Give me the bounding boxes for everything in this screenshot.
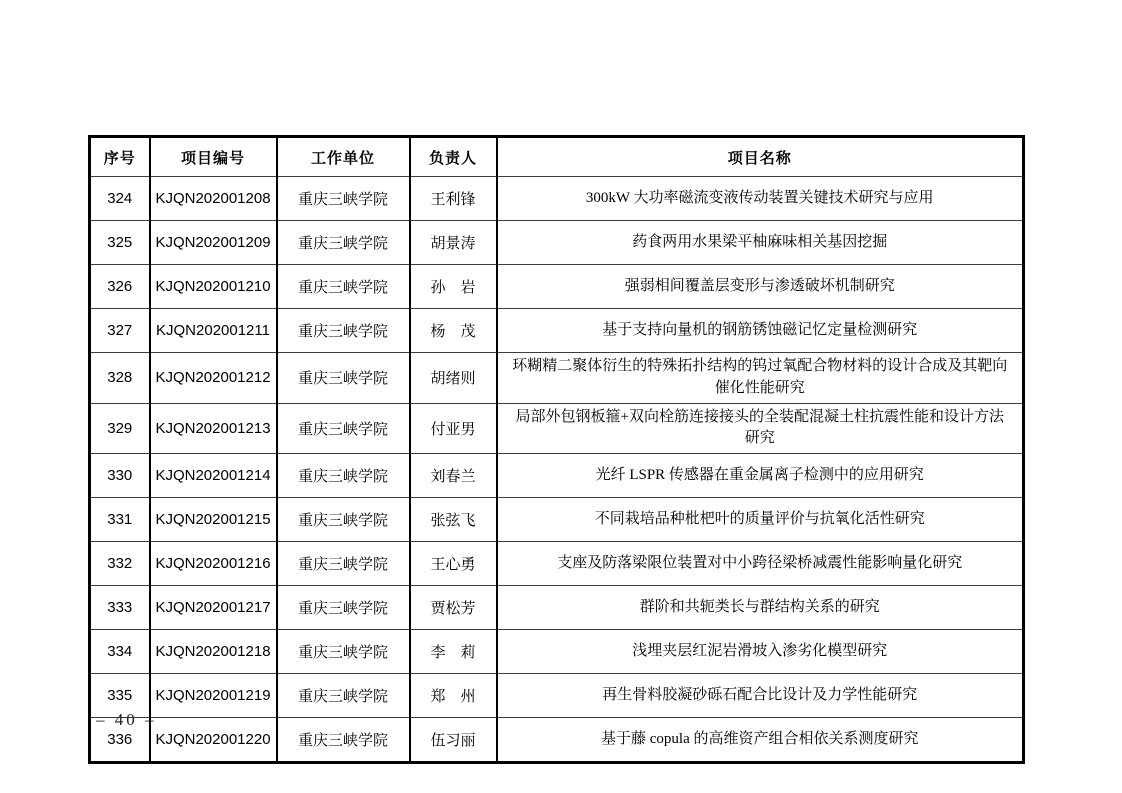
header-title: 项目名称 [497,137,1024,177]
seq-cell: 325 [90,221,150,265]
seq-cell: 331 [90,498,150,542]
unit-cell: 重庆三峡学院 [277,674,410,718]
leader-cell: 李 莉 [410,630,497,674]
table-row [90,674,1024,718]
seq-cell: 326 [90,265,150,309]
title-cell: 基于藤 copula 的高维资产组合相依关系测度研究 [497,718,1024,763]
table-header-row [90,137,1024,177]
seq-cell: 330 [90,454,150,498]
code-cell: KJQN202001208 [150,177,277,221]
title-cell: 强弱相间覆盖层变形与渗透破坏机制研究 [497,265,1024,309]
unit-cell: 重庆三峡学院 [277,542,410,586]
title-cell: 再生骨料胶凝砂砾石配合比设计及力学性能研究 [497,674,1024,718]
header-leader: 负责人 [410,137,497,177]
code-cell: KJQN202001215 [150,498,277,542]
title-cell: 基于支持向量机的钢筋锈蚀磁记忆定量检测研究 [497,309,1024,353]
unit-cell: 重庆三峡学院 [277,454,410,498]
code-cell: KJQN202001212 [150,353,277,404]
leader-cell: 杨 茂 [410,309,497,353]
code-cell: KJQN202001217 [150,586,277,630]
code-cell: KJQN202001218 [150,630,277,674]
title-cell: 支座及防落梁限位装置对中小跨径梁桥减震性能影响量化研究 [497,542,1024,586]
table-row [90,454,1024,498]
page-number: – 40 – [96,710,157,729]
title-cell: 300kW 大功率磁流变液传动装置关键技术研究与应用 [497,177,1024,221]
seq-cell: 328 [90,353,150,404]
leader-cell: 胡绪则 [410,353,497,404]
code-cell: KJQN202001209 [150,221,277,265]
code-cell: KJQN202001214 [150,454,277,498]
table-row [90,221,1024,265]
unit-cell: 重庆三峡学院 [277,221,410,265]
leader-cell: 胡景涛 [410,221,497,265]
table-row [90,309,1024,353]
unit-cell: 重庆三峡学院 [277,586,410,630]
leader-cell: 贾松芳 [410,586,497,630]
leader-cell: 王心勇 [410,542,497,586]
header-unit: 工作单位 [277,137,410,177]
seq-cell: 336 [90,718,150,763]
title-cell: 群阶和共轭类长与群结构关系的研究 [497,586,1024,630]
unit-cell: 重庆三峡学院 [277,177,410,221]
header-seq: 序号 [90,137,150,177]
title-cell: 局部外包钢板箍+双向栓筋连接接头的全装配混凝土柱抗震性能和设计方法研究 [497,403,1024,454]
leader-cell: 孙 岩 [410,265,497,309]
table-row [90,586,1024,630]
leader-cell: 王利锋 [410,177,497,221]
leader-cell: 张弦飞 [410,498,497,542]
leader-cell: 郑 州 [410,674,497,718]
title-cell: 浅埋夹层红泥岩滑坡入渗劣化模型研究 [497,630,1024,674]
table-row [90,630,1024,674]
unit-cell: 重庆三峡学院 [277,309,410,353]
table-row [90,542,1024,586]
table-row [90,177,1024,221]
code-cell: KJQN202001211 [150,309,277,353]
projects-table [88,135,1025,764]
table-body [90,177,1024,763]
unit-cell: 重庆三峡学院 [277,353,410,404]
code-cell: KJQN202001216 [150,542,277,586]
title-cell: 环糊精二聚体衍生的特殊拓扑结构的钨过氧配合物材料的设计合成及其靶向催化性能研究 [497,353,1024,404]
unit-cell: 重庆三峡学院 [277,718,410,763]
code-cell: KJQN202001213 [150,403,277,454]
code-cell: KJQN202001219 [150,674,277,718]
title-cell: 不同栽培品种枇杷叶的质量评价与抗氧化活性研究 [497,498,1024,542]
seq-cell: 333 [90,586,150,630]
table-row [90,718,1024,763]
unit-cell: 重庆三峡学院 [277,630,410,674]
table-row [90,403,1024,454]
unit-cell: 重庆三峡学院 [277,265,410,309]
leader-cell: 刘春兰 [410,454,497,498]
header-code: 项目编号 [150,137,277,177]
leader-cell: 付亚男 [410,403,497,454]
seq-cell: 324 [90,177,150,221]
table-row [90,265,1024,309]
seq-cell: 332 [90,542,150,586]
seq-cell: 335 [90,674,150,718]
title-cell: 光纤 LSPR 传感器在重金属离子检测中的应用研究 [497,454,1024,498]
leader-cell: 伍习丽 [410,718,497,763]
unit-cell: 重庆三峡学院 [277,498,410,542]
unit-cell: 重庆三峡学院 [277,403,410,454]
code-cell: KJQN202001210 [150,265,277,309]
table-row [90,498,1024,542]
seq-cell: 327 [90,309,150,353]
code-cell: KJQN202001220 [150,718,277,763]
table-row [90,353,1024,404]
seq-cell: 329 [90,403,150,454]
seq-cell: 334 [90,630,150,674]
title-cell: 药食两用水果梁平柚麻味相关基因挖掘 [497,221,1024,265]
